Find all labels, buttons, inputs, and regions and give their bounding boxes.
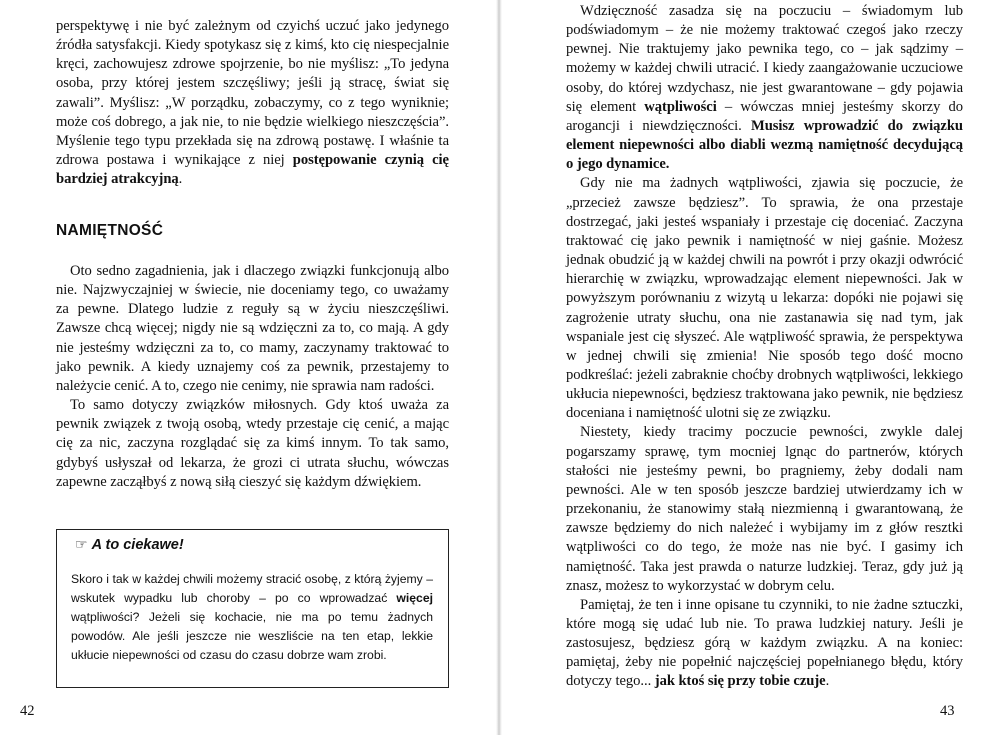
page-number-left: 42 [20, 703, 35, 719]
bold-word: więcej [396, 591, 433, 605]
right-paragraph-3: Niestety, kiedy tracimy poczucie pewności, zwykle dalej pogarszamy sprawę, tym mocniej lgnąc do partnerów, których stałości nie jesteśmy pewni, bo pragniemy, żeby dodali nam pewności. Ale w ten sposób jeszcze bardziej utwierdzamy ich w przekonaniu, że stanowimy stałą niezmienną i gwarantowaną, że zawsze będziemy do nich należeć i wybijamy im z głów resztki wątpliwości co do tego, że może nas nie być. I gasimy ich namiętność. Taka jest prawda o naturze ludzkiej. Teraz, gdy już ją znasz, możesz to wykorzystać w dobrym celu. [566, 424, 963, 594]
section-heading: NAMIĘTNOŚĆ [56, 222, 164, 239]
left-paragraph-2: Oto sedno zagadnienia, jak i dlaczego związki funkcjonują albo nie. Najzwyczajniej w świecie, nie doceniamy tego, co uważamy za pewne. Dlatego ludzie z reguły są w życiu nieszczęśliwi. Zawsze chcą więcej; nigdy nie są wdzięczni za to, co mają. A gdy nie jesteśmy wdzięczni za to, co mamy, zaczynamy traktować to jako pewnik. A kiedy uznajemy coś za pewnik, przestajemy to należycie cenić. A to, czego nie cenimy, nie sprawia nam radości. [56, 263, 449, 394]
info-box [56, 529, 449, 688]
right-page [500, 0, 1007, 735]
pointing-hand-icon: ☞ [75, 536, 88, 552]
bold-word: wątpliwości [644, 98, 717, 115]
right-paragraph-1: Wdzięczność zasadza się na poczuciu – świadomym lub podświadomym – że nie możemy traktować czegoś jako rzeczy pewnej. Nie traktujemy jako pewnika tego, co – jak sądzimy – możemy w każdej chwili utracić. I kiedy zaangażowanie uczuciowe osoby, do której wzdychasz, nie jest gwarantowane – gdy pojawia się element wątpliwości – wówczas mniej jesteśmy skorzy do arogancji i niewdzięczności. Musisz wprowadzić do związku element niepewności albo diabli wezmą namiętność decydującą o jego dynamice. [566, 3, 964, 173]
bold-phrase: postępowanie czynią cię bardziej atrakcyjną [56, 152, 449, 188]
bold-sentence: Musisz wprowadzić do związku element niepewności albo diabli wezmą namiętność decydującą o jego dynamice. [566, 117, 963, 173]
right-page-text [566, 2, 963, 692]
right-paragraph-2: Gdy nie ma żadnych wątpliwości, zjawia się poczucie, że „przecież zawsze będziesz”. To sprawia, że ona przestaje dostrzegać, jaki jesteś wspaniały i przestaje cię doceniać. Zaczyna traktować cię jako pewnik i namiętność w niej gaśnie. Możesz jednak obudzić ją w każdej chwili na powrót i przy okazji odwrócić hierarchię w związku, wprowadzając element niepewności. Jak w powyższym porównaniu z wizytą u lekarza: dopóki nie pojawi się zagrożenie utraty słuchu, ona nie zastanawia się nad tym, jak wspaniale jest cię słyszeć. Ale wątpliwość sprawia, że perspektywa w jednej chwili się zmienia! Nie sposób tego dość mocno podkreślać: jeżeli zabraknie choćby drobnych wątpliwości, lekkiego ukłucia niepewności, będziesz traktowana jako pewnik, nie będziesz doceniana i namiętność ulotni się ze związku. [566, 175, 963, 422]
left-paragraph-1: perspektywę i nie być zależnym od czyichś uczuć jako jedynego źródła satysfakcji. Kiedy spotykasz się z kimś, kto cię niespecjalnie kręci, zachowujesz zdrowe spojrzenie, bo nie myślisz: „To jedyna osoba, przy której jestem szczęśliwy; jeśli ją stracę, świat się zawali”. Myślisz: „W porządku, zobaczymy, co z tego wyniknie; może coś dobrego, a jak nie, to nie będzie wielkiego nieszczęścia”. Myślenie tego typu przekłada się na zdrową postawę. I właśnie ta zdrowa postawa i wynikające z niej postępowanie czynią cię bardziej atrakcyjną. [56, 18, 449, 188]
info-box-title [69, 536, 190, 553]
info-box-text: Skoro i tak w każdej chwili możemy stracić osobę, z którą żyjemy – wskutek wypadku lub choroby – po co wprowadzać więcej wątpliwości? Jeżeli się kochacie, nie ma po temu żadnych powodów. Ale jeśli jeszcze nie weszliście na ten etap, lekkie ukłucie niepewności od czasu do czasu dobrze wam zrobi. [71, 572, 433, 662]
left-paragraph-3: To samo dotyczy związków miłosnych. Gdy ktoś uważa za pewnik związek z twoją osobą, wtedy przestaje cię cenić, a mając cię za nic, zaczyna rozglądać się za kimś innym. To tak samo, gdybyś usłyszał od lekarza, że grozi ci utrata słuchu, wówczas zapewne zacząłbyś z nową siłą cieszyć się każdym dźwiękiem. [56, 397, 449, 490]
left-page [0, 0, 500, 735]
info-box-title-text: A to ciekawe! [91, 537, 184, 553]
left-page-section-text [56, 262, 449, 492]
bold-phrase: jak ktoś się przy tobie czuje [654, 673, 826, 690]
right-paragraph-4: Pamiętaj, że ten i inne opisane tu czynniki, to nie żadne sztuczki, które mogą się udać lub nie. To prawa ludzkiej natury. Jeśli je zastosujesz, będziesz górą w każdym związku. A na koniec: pamiętaj, żeby nie popełnić najczęściej popełnianego błędu, który dotyczy tego... jak ktoś się przy tobie czuje. [566, 596, 963, 690]
page-number-right: 43 [940, 703, 955, 719]
left-page-top-text [56, 17, 449, 189]
